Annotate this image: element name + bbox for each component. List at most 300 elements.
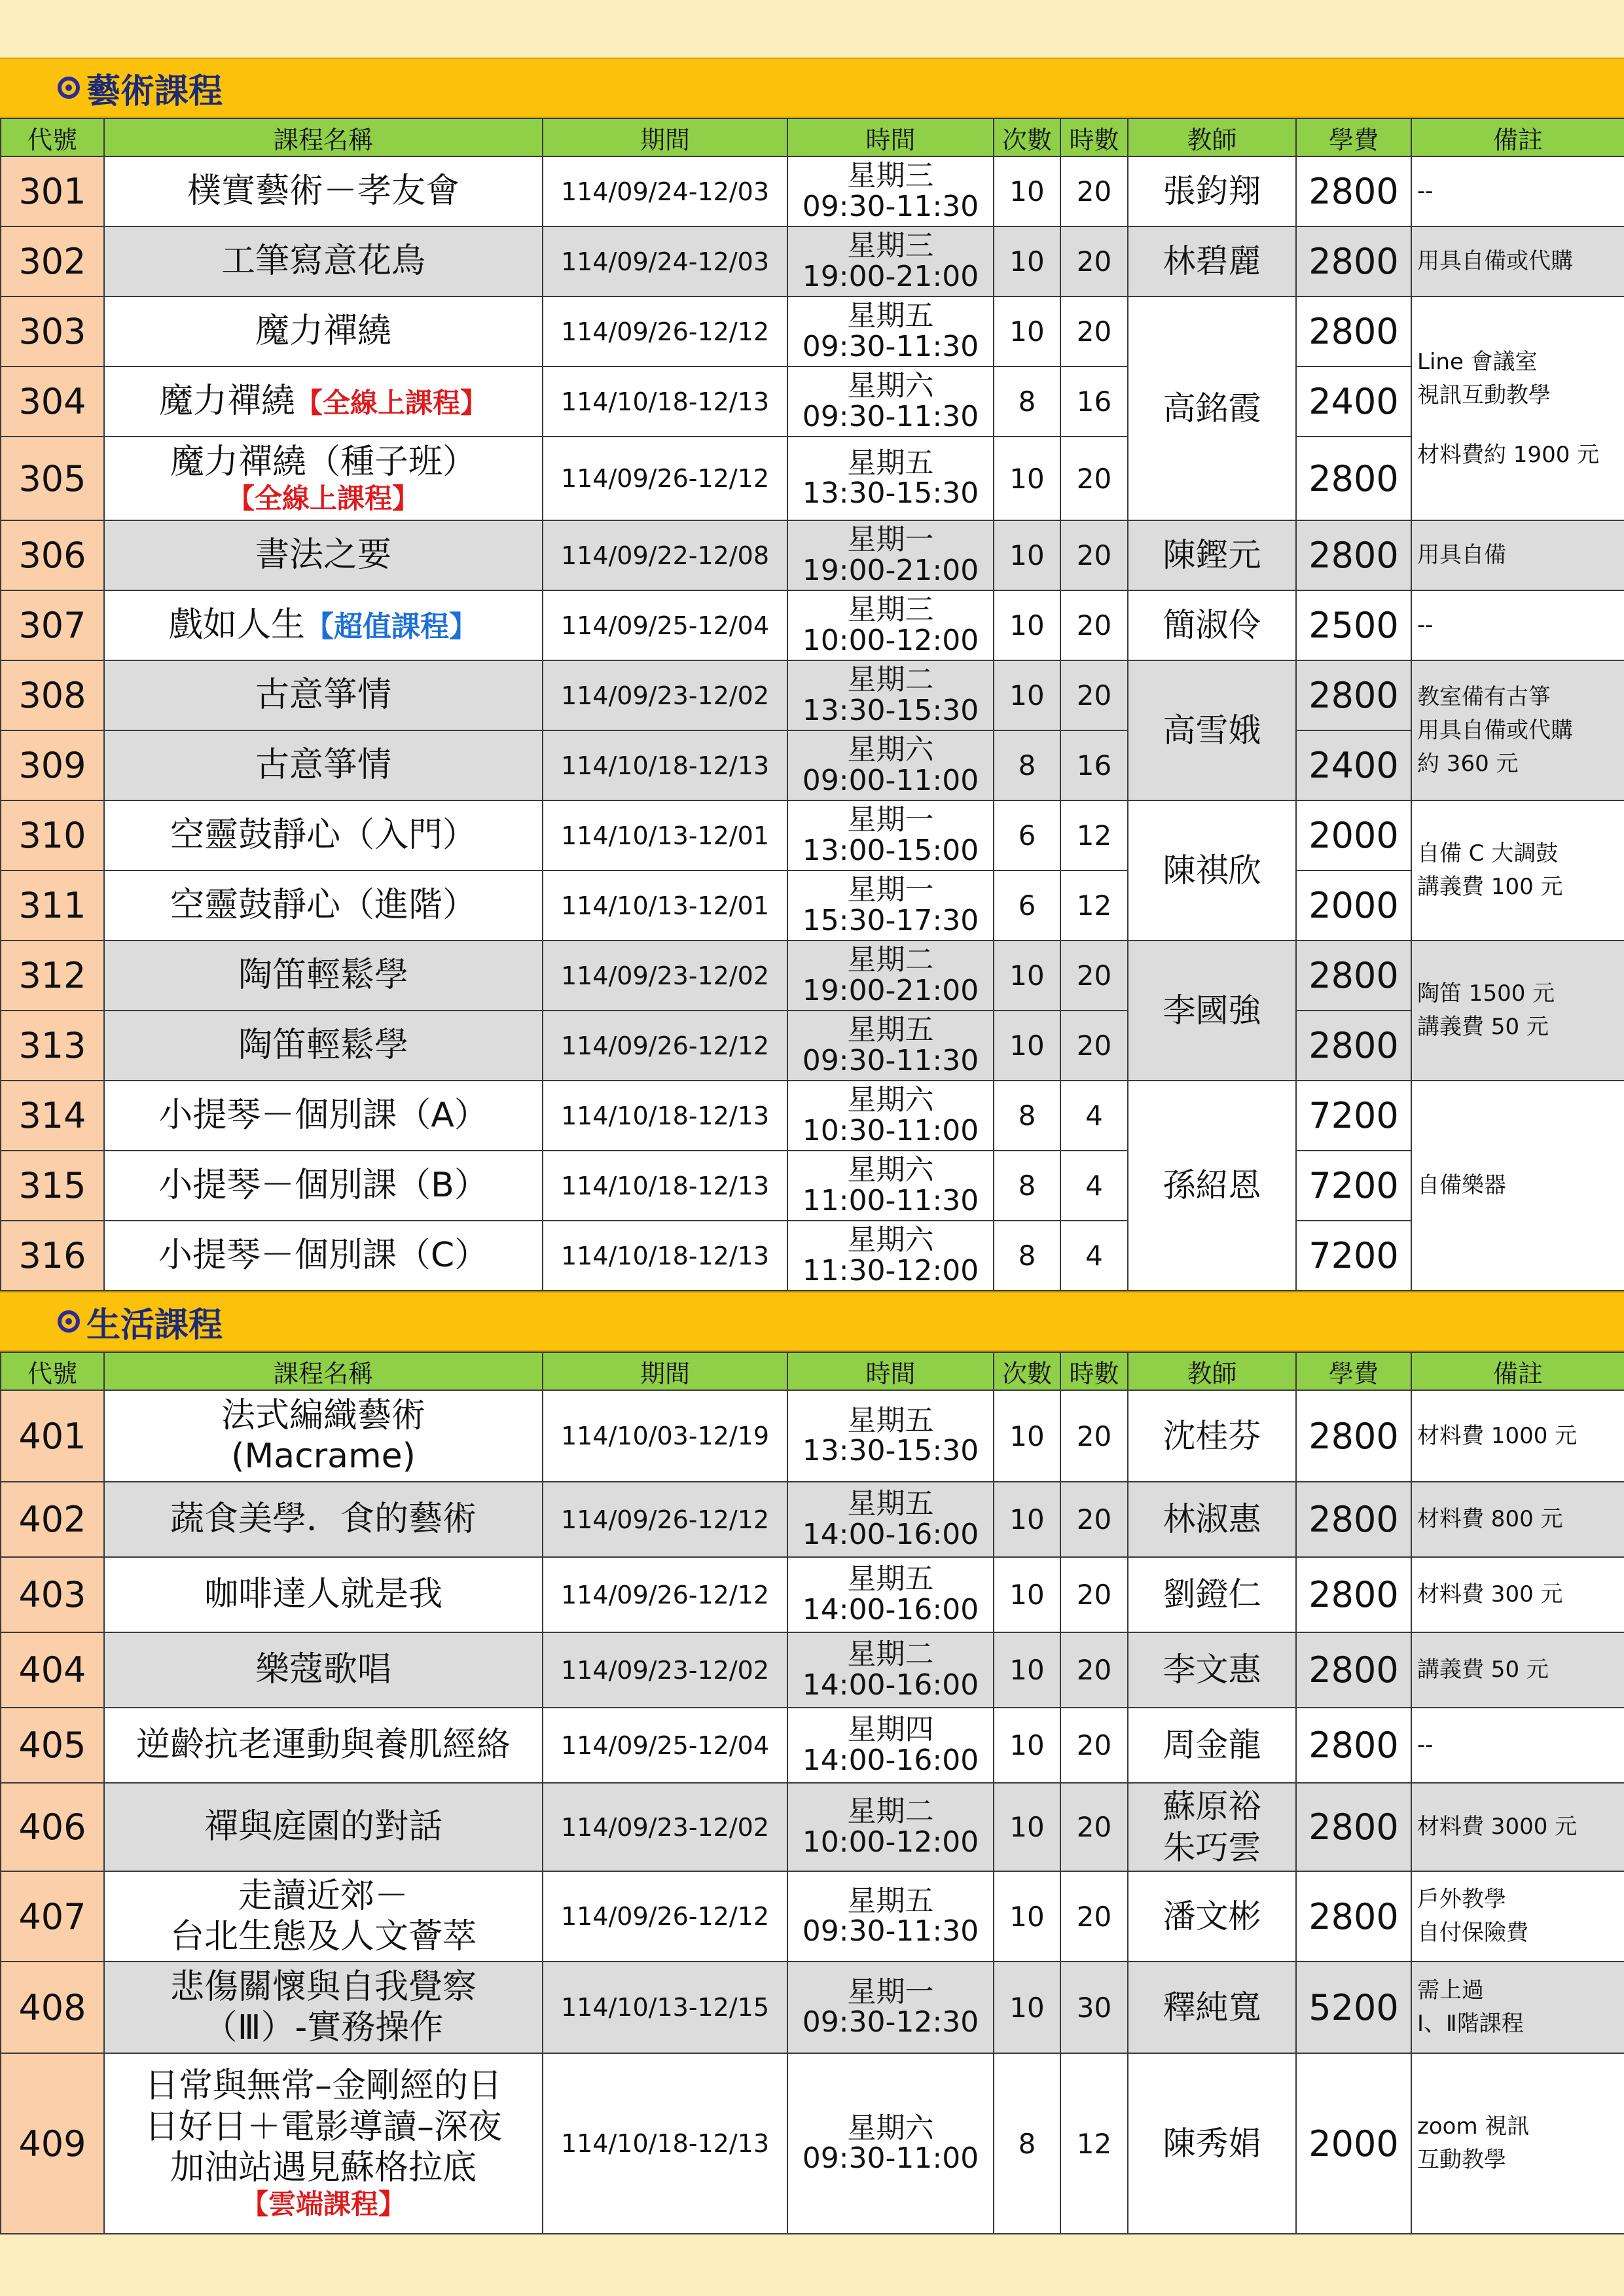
course-sessions: 10 [994,437,1060,520]
course-day: 星期三 [847,159,934,193]
course-period: 114/09/26-12/12 [543,296,787,367]
course-hours: 20 [1060,1390,1128,1482]
course-day: 星期六 [847,1083,934,1117]
course-hours: 20 [1060,941,1128,1011]
course-teacher: 潘文彬 [1128,1871,1296,1962]
course-hours-range: 14:00-16:00 [802,1743,979,1777]
course-note-line: 約 360 元 [1417,750,1519,777]
course-teacher: 陳鏗元 [1128,520,1296,590]
course-note [1411,800,1624,941]
course-day: 星期五 [847,1562,934,1596]
course-name: 小提琴－個別課（C） [104,1221,543,1291]
header-note: 備註 [1411,1352,1624,1390]
course-day: 星期六 [847,733,934,767]
course-row-404 [1,1632,1624,1708]
course-fee: 2800 [1296,941,1411,1011]
course-note-line: Line 會議室 [1417,348,1538,375]
course-hours: 20 [1060,156,1128,226]
course-note-line: 視訊互動教學 [1417,382,1551,408]
course-hours-range: 09:30-11:30 [802,399,979,433]
header-hours: 時數 [1060,118,1128,156]
course-teacher: 周金龍 [1128,1708,1296,1783]
course-time [787,1011,994,1081]
course-period: 114/09/26-12/12 [543,1482,787,1557]
course-hours: 20 [1060,437,1128,520]
course-note [1411,1871,1624,1962]
course-note: -- [1411,590,1624,660]
course-row-403 [1,1557,1624,1632]
course-code: 305 [1,437,104,520]
course-teacher: 孫紹恩 [1128,1081,1296,1291]
course-fee: 2800 [1296,296,1411,367]
course-hours-range: 19:00-21:00 [802,259,979,293]
course-hours: 20 [1060,226,1128,296]
course-note-line: 材料費約 1900 元 [1417,441,1600,468]
course-hours: 4 [1060,1151,1128,1221]
course-time [787,437,994,520]
course-name-text: 魔力禪繞（種子班） [170,442,477,482]
course-day: 星期五 [847,1403,934,1437]
course-row-409 [1,2053,1624,2234]
course-name: 魔力禪繞 [104,296,543,367]
course-hours-range: 13:00-15:00 [802,833,979,867]
course-period: 114/10/18-12/13 [543,730,787,800]
course-code: 402 [1,1482,104,1557]
course-code: 310 [1,800,104,870]
course-code: 302 [1,226,104,296]
course-sessions: 10 [994,1632,1060,1708]
course-fee: 2000 [1296,2053,1411,2234]
course-day: 星期五 [847,1884,934,1918]
course-hours-range: 13:30-15:30 [802,1434,979,1467]
header-period: 期間 [543,118,787,156]
course-row-312 [1,941,1624,1011]
course-period: 114/10/13-12/01 [543,800,787,870]
header-name: 課程名稱 [104,118,543,156]
course-hours: 20 [1060,296,1128,367]
course-code: 316 [1,1221,104,1291]
course-period: 114/09/24-12/03 [543,226,787,296]
course-time [787,590,994,660]
course-hours-range: 14:00-16:00 [802,1668,979,1702]
course-teacher: 張鈞翔 [1128,156,1296,226]
course-note: 用具自備或代購 [1411,226,1624,296]
course-code: 313 [1,1011,104,1081]
course-name-text: 戲如人生 [168,605,305,645]
course-name: 蔬食美學．食的藝術 [104,1482,543,1557]
course-day: 星期二 [847,663,934,697]
course-day: 星期六 [847,2111,934,2145]
course-fee: 7200 [1296,1081,1411,1151]
arts-title-text: 藝術課程 [86,71,223,111]
course-name-line: 台北生態及人文薈萃 [170,1917,477,1956]
course-name: 陶笛輕鬆學 [104,1011,543,1081]
course-time [787,367,994,437]
course-fee: 2500 [1296,590,1411,660]
course-note: 材料費 3000 元 [1411,1783,1624,1871]
course-hours-range: 09:30-12:30 [802,2005,979,2039]
course-row-313 [1,1011,1624,1081]
header-time: 時間 [787,1352,994,1390]
course-time [787,2053,994,2234]
course-hours-range: 09:30-11:30 [802,329,979,363]
course-note-line: 陶笛 1500 元 [1417,980,1555,1007]
course-note [1411,941,1624,1081]
course-name-line: 走讀近郊－ [238,1876,408,1916]
course-code: 314 [1,1081,104,1151]
course-name-line: 加油站遇見蘇格拉底 [170,2148,477,2187]
course-day: 星期二 [847,1795,934,1829]
course-name [104,367,543,437]
course-sessions: 10 [994,296,1060,367]
course-hours: 20 [1060,590,1128,660]
course-period: 114/09/26-12/12 [543,1557,787,1632]
course-name: 樸實藝術－孝友會 [104,156,543,226]
header-sessions: 次數 [994,1352,1060,1390]
course-fee: 2400 [1296,367,1411,437]
course-hours-range: 10:00-12:00 [802,623,979,657]
course-sessions: 10 [994,226,1060,296]
course-day: 星期一 [847,523,934,557]
course-time [787,296,994,367]
course-day: 星期五 [847,1013,934,1047]
course-name: 古意箏情 [104,730,543,800]
course-note [1411,2053,1624,2234]
course-teacher: 劉鐙仁 [1128,1557,1296,1632]
target-bullet-icon [58,77,80,99]
course-fee: 2800 [1296,1482,1411,1557]
course-note-line: Ⅰ、Ⅱ階課程 [1417,2011,1524,2037]
course-code: 406 [1,1783,104,1871]
course-hours-range: 09:30-11:30 [802,1914,979,1948]
course-hours: 16 [1060,730,1128,800]
course-period: 114/09/26-12/12 [543,1871,787,1962]
course-time [787,730,994,800]
course-teacher: 釋純寬 [1128,1962,1296,2053]
course-note [1411,1962,1624,2053]
course-name: 空靈鼓靜心（入門） [104,800,543,870]
course-day: 星期一 [847,803,934,837]
course-hours-range: 14:00-16:00 [802,1517,979,1551]
header-sessions: 次數 [994,118,1060,156]
course-hours: 20 [1060,1482,1128,1557]
course-note [1411,660,1624,800]
course-fee: 2800 [1296,1783,1411,1871]
header-name: 課程名稱 [104,1352,543,1390]
course-hours: 20 [1060,1783,1128,1871]
course-fee: 2800 [1296,156,1411,226]
course-day: 星期三 [847,593,934,627]
course-time [787,660,994,730]
course-row-306 [1,520,1624,590]
course-period: 114/09/22-12/08 [543,520,787,590]
header-time: 時間 [787,118,994,156]
course-day: 星期一 [847,873,934,907]
header-fee: 學費 [1296,118,1411,156]
course-fee: 2800 [1296,1708,1411,1783]
course-note: 材料費 1000 元 [1411,1390,1624,1482]
course-hours: 20 [1060,1011,1128,1081]
course-row-407 [1,1871,1624,1962]
life-section-title [0,1291,1624,1352]
course-row-303 [1,296,1624,367]
header-code: 代號 [1,1352,104,1390]
course-code: 407 [1,1871,104,1962]
course-fee: 2000 [1296,800,1411,870]
course-period: 114/09/25-12/04 [543,590,787,660]
cloud-course-tag: 【雲端課程】 [240,2188,406,2221]
course-name [104,2053,543,2234]
course-period: 114/09/24-12/03 [543,156,787,226]
course-time [787,1482,994,1557]
course-day: 星期一 [847,1975,934,2009]
course-time [787,1871,994,1962]
course-code: 403 [1,1557,104,1632]
course-period: 114/10/18-12/13 [543,2053,787,2234]
course-name [104,1871,543,1962]
course-fee: 2800 [1296,1871,1411,1962]
course-sessions: 8 [994,2053,1060,2234]
course-day: 星期二 [847,943,934,977]
course-name-line: 日常與無常–金剛經的日 [144,2066,502,2106]
course-row-315 [1,1151,1624,1221]
course-hours-range: 09:30-11:30 [802,1043,979,1077]
course-sessions: 6 [994,800,1060,870]
course-hours-range: 15:30-17:30 [802,903,979,937]
course-name: 樂蔻歌唱 [104,1632,543,1708]
course-code: 408 [1,1962,104,2053]
course-note-line: 教室備有古箏 [1417,683,1551,710]
course-period: 114/09/23-12/02 [543,660,787,730]
course-name-line: (Macrame) [231,1437,416,1476]
course-fee: 2800 [1296,1557,1411,1632]
course-name-line: 法式編織藝術 [221,1395,425,1435]
course-row-307 [1,590,1624,660]
course-period: 114/10/13-12/01 [543,870,787,941]
course-fee: 2000 [1296,870,1411,941]
course-sessions: 10 [994,941,1060,1011]
course-row-402 [1,1482,1624,1557]
course-period: 114/10/03-12/19 [543,1390,787,1482]
header-hours: 時數 [1060,1352,1128,1390]
course-hours-range: 10:30-11:00 [802,1113,979,1147]
course-day: 星期四 [847,1713,934,1747]
course-name [104,1962,543,2053]
course-period: 114/10/18-12/13 [543,1081,787,1151]
course-name [104,437,543,520]
course-teacher: 林碧麗 [1128,226,1296,296]
arts-section-title [0,58,1624,118]
course-teacher: 高雪娥 [1128,660,1296,800]
course-note-line: zoom 視訊 [1417,2113,1530,2140]
course-fee: 5200 [1296,1962,1411,2053]
course-hours: 4 [1060,1221,1128,1291]
course-teacher: 李文惠 [1128,1632,1296,1708]
course-sessions: 10 [994,1708,1060,1783]
course-note-line: 自付保險費 [1417,1920,1528,1946]
course-sessions: 10 [994,156,1060,226]
course-sessions: 8 [994,730,1060,800]
header-fee: 學費 [1296,1352,1411,1390]
course-time [787,1557,994,1632]
course-time [787,1783,994,1871]
course-name: 小提琴－個別課（A） [104,1081,543,1151]
course-fee: 2800 [1296,1632,1411,1708]
course-teacher [1128,1783,1296,1871]
course-row-408 [1,1962,1624,2053]
course-hours: 20 [1060,1871,1128,1962]
course-row-401 [1,1390,1624,1482]
header-note: 備註 [1411,118,1624,156]
arts-header-row [1,118,1624,156]
course-row-308 [1,660,1624,730]
course-teacher: 沈桂芬 [1128,1390,1296,1482]
course-name-text: 魔力禪繞 [158,382,295,422]
teacher-name: 蘇原裕 [1163,1787,1261,1825]
course-period: 114/10/18-12/13 [543,1151,787,1221]
course-sessions: 10 [994,660,1060,730]
course-hours-range: 11:00-11:30 [802,1183,979,1217]
course-name: 空靈鼓靜心（進階） [104,870,543,941]
course-fee: 2800 [1296,1390,1411,1482]
online-course-tag: 【全線上課程】 [226,482,420,514]
course-code: 311 [1,870,104,941]
course-sessions: 10 [994,1783,1060,1871]
course-day: 星期三 [847,229,934,263]
life-header-row [1,1352,1624,1390]
course-note-line: 需上過 [1417,1977,1484,2003]
course-note-line: 互動教學 [1417,2147,1506,2173]
course-note-line: 講義費 100 元 [1417,874,1563,900]
course-name: 咖啡達人就是我 [104,1557,543,1632]
course-hours: 12 [1060,2053,1128,2234]
course-note-line: 自備 C 大調鼓 [1417,840,1559,867]
course-teacher: 陳祺欣 [1128,800,1296,941]
course-row-314 [1,1081,1624,1151]
course-hours-range: 10:00-12:00 [802,1825,979,1859]
course-day: 星期五 [847,299,934,333]
course-row-311 [1,870,1624,941]
course-time [787,941,994,1011]
course-hours-range: 09:30-11:30 [802,189,979,223]
teacher-name: 朱巧雲 [1163,1828,1261,1867]
course-period: 114/09/25-12/04 [543,1708,787,1783]
course-teacher: 陳秀娟 [1128,2053,1296,2234]
course-fee: 2800 [1296,437,1411,520]
course-code: 401 [1,1390,104,1482]
course-note-line: 戶外教學 [1417,1886,1506,1912]
course-code: 409 [1,2053,104,2234]
course-time [787,870,994,941]
course-sessions: 8 [994,1081,1060,1151]
course-sessions: 6 [994,870,1060,941]
course-note: 材料費 300 元 [1411,1557,1624,1632]
course-day: 星期五 [847,446,934,480]
course-note: -- [1411,156,1624,226]
course-name-line: 悲傷關懷與自我覺察 [170,1967,477,2007]
course-code: 307 [1,590,104,660]
course-code: 405 [1,1708,104,1783]
course-hours: 20 [1060,1632,1128,1708]
course-teacher: 高銘霞 [1128,296,1296,520]
course-fee: 7200 [1296,1221,1411,1291]
course-sessions: 8 [994,367,1060,437]
course-fee: 2400 [1296,730,1411,800]
course-code: 404 [1,1632,104,1708]
course-row-302 [1,226,1624,296]
value-course-tag: 【超值課程】 [305,610,478,644]
course-hours-range: 14:00-16:00 [802,1592,979,1626]
course-sessions: 10 [994,590,1060,660]
course-row-406 [1,1783,1624,1871]
header-teacher: 教師 [1128,1352,1296,1390]
course-hours-range: 09:00-11:00 [802,763,979,797]
course-time [787,520,994,590]
course-period: 114/09/26-12/12 [543,437,787,520]
course-hours-range: 11:30-12:00 [802,1253,979,1287]
course-day: 星期六 [847,369,934,403]
course-sessions: 10 [994,1482,1060,1557]
course-hours: 20 [1060,1557,1128,1632]
course-hours: 20 [1060,660,1128,730]
course-hours: 30 [1060,1962,1128,2053]
course-note-line: 講義費 50 元 [1417,1014,1549,1040]
course-sessions: 10 [994,1962,1060,2053]
course-name: 古意箏情 [104,660,543,730]
online-course-tag: 【全線上課程】 [295,387,488,420]
course-day: 星期六 [847,1223,934,1257]
course-row-310 [1,800,1624,870]
course-name: 小提琴－個別課（B） [104,1151,543,1221]
course-row-304 [1,367,1624,437]
course-hours: 12 [1060,870,1128,941]
course-sessions: 10 [994,1390,1060,1482]
course-row-301 [1,156,1624,226]
course-period: 114/10/18-12/13 [543,1221,787,1291]
course-period: 114/09/23-12/02 [543,941,787,1011]
course-teacher: 林淑惠 [1128,1482,1296,1557]
course-time [787,1151,994,1221]
course-schedule-page [0,58,1624,2234]
course-fee: 2800 [1296,226,1411,296]
course-name: 書法之要 [104,520,543,590]
course-sessions: 10 [994,1557,1060,1632]
course-hours: 12 [1060,800,1128,870]
course-hours-range: 13:30-15:30 [802,476,979,510]
course-day: 星期五 [847,1487,934,1521]
course-hours-range: 19:00-21:00 [802,553,979,587]
course-note: 材料費 800 元 [1411,1482,1624,1557]
course-fee: 2800 [1296,1011,1411,1081]
course-note: 用具自備 [1411,520,1624,590]
course-code: 304 [1,367,104,437]
course-sessions: 10 [994,1871,1060,1962]
course-note: 自備樂器 [1411,1081,1624,1291]
course-name [104,1390,543,1482]
course-name-line: 日好日＋電影導讀–深夜 [144,2107,502,2147]
course-time [787,1962,994,2053]
course-note: 講義費 50 元 [1411,1632,1624,1708]
course-name-line: （Ⅲ）-實務操作 [203,2008,444,2047]
arts-course-table [0,118,1624,1291]
course-code: 301 [1,156,104,226]
course-time [787,1390,994,1482]
target-bullet-icon [58,1310,80,1333]
course-code: 312 [1,941,104,1011]
course-row-316 [1,1221,1624,1291]
course-hours: 20 [1060,520,1128,590]
course-code: 303 [1,296,104,367]
